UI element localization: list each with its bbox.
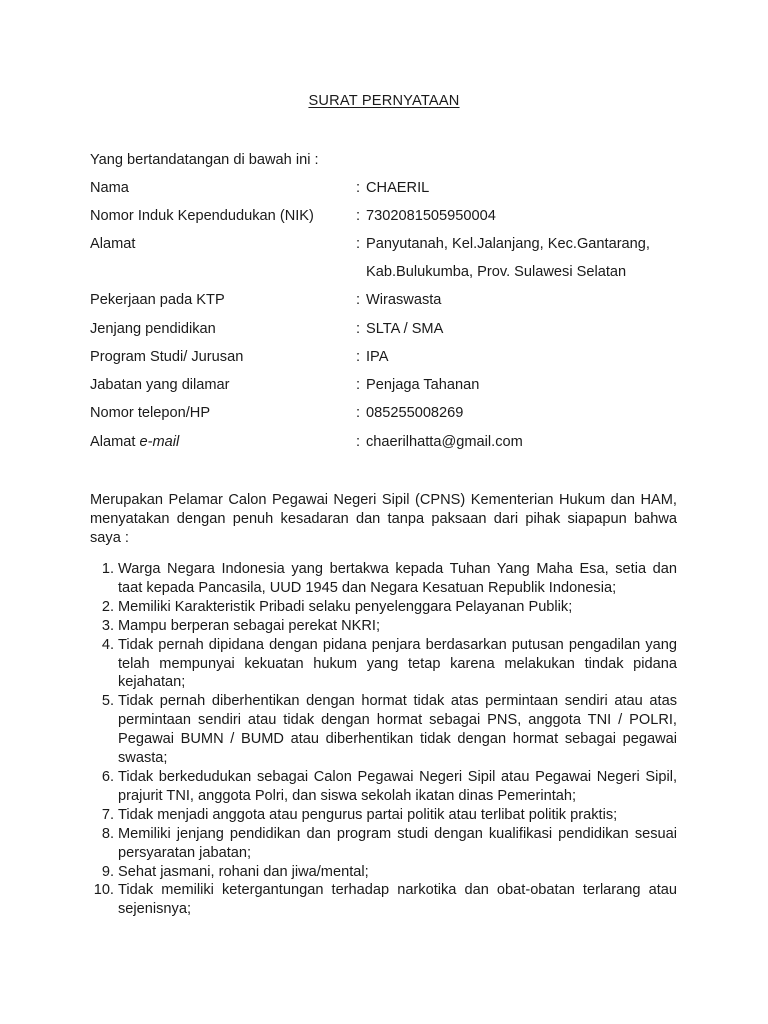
list-text: Tidak berkedudukan sebagai Calon Pegawai Negeri Sipil atau Pegawai Negeri Sipil, prajurit TNI, anggota Polri, dan siswa sekolah ikatan dinas Pemerintah; xyxy=(118,768,677,804)
field-row-jabatan xyxy=(90,377,690,399)
list-number: 9. xyxy=(101,863,114,880)
field-label: Nama xyxy=(90,180,129,196)
field-value-continuation: Kab.Bulukumba, Prov. Sulawesi Selatan xyxy=(366,264,627,280)
list-item xyxy=(90,598,677,617)
list-number: 2. xyxy=(101,598,114,615)
list-number: 10. xyxy=(93,882,114,899)
field-value: chaerilhatta@gmail.com xyxy=(366,434,523,450)
field-value: SLTA / SMA xyxy=(366,321,444,337)
list-text: Memiliki Karakteristik Pribadi selaku penyelenggara Pelayanan Publik; xyxy=(118,598,573,615)
list-item xyxy=(90,881,677,919)
field-colon: : xyxy=(356,405,361,421)
field-colon: : xyxy=(356,180,361,196)
field-row-pekerjaan xyxy=(90,292,690,314)
document-title: SURAT PERNYATAAN xyxy=(308,93,460,109)
list-text: Sehat jasmani, rohani dan jiwa/mental; xyxy=(118,863,369,880)
list-text: Tidak pernah diberhentikan dengan hormat tidak atas permintaan sendiri atau atas permintaan sendiri atau tidak dengan hormat sebagai PNS, anggota TNI / POLRI, Pegawai BUMN / BUMD atau diberhentikan tidak dengan hormat sebagai pegawai swasta; xyxy=(118,693,677,767)
list-item xyxy=(90,863,677,882)
field-label-prefix: Alamat xyxy=(90,434,140,450)
list-text: Tidak memiliki ketergantungan terhadap narkotika dan obat-obatan terlarang atau sejenisnya; xyxy=(118,882,677,918)
list-number: 3. xyxy=(101,617,114,634)
field-label-italic: e-mail xyxy=(139,434,180,450)
field-colon: : xyxy=(356,349,361,365)
list-text: Mampu berperan sebagai perekat NKRI; xyxy=(118,617,381,634)
list-number: 1. xyxy=(101,561,114,577)
list-item xyxy=(90,617,677,636)
field-row-nama xyxy=(90,180,690,202)
field-colon: : xyxy=(356,208,361,224)
field-colon: : xyxy=(356,236,361,252)
list-number: 5. xyxy=(101,693,114,710)
list-text: Warga Negara Indonesia yang bertakwa kepada Tuhan Yang Maha Esa, setia dan taat kepada Pancasila, UUD 1945 dan Negara Kesatuan Republik Indonesia; xyxy=(118,561,677,596)
list-number: 7. xyxy=(101,806,114,823)
field-label: Alamat xyxy=(90,236,136,252)
field-label: Nomor Induk Kependudukan (NIK) xyxy=(90,208,314,224)
list-item xyxy=(90,636,677,693)
list-number: 6. xyxy=(101,768,114,785)
field-label xyxy=(90,434,179,450)
list-item xyxy=(90,825,677,863)
field-row-alamat xyxy=(90,236,690,286)
statement-paragraph: Merupakan Pelamar Calon Pegawai Negeri Sipil (CPNS) Kementerian Hukum dan HAM, menyatakan dengan penuh kesadaran dan tanpa paksaan dari pihak siapapun bahwa saya : xyxy=(90,492,677,546)
list-item xyxy=(90,560,677,598)
field-value: 7302081505950004 xyxy=(366,208,496,224)
field-label: Jenjang pendidikan xyxy=(90,321,216,337)
list-item xyxy=(90,768,677,806)
field-colon: : xyxy=(356,321,361,337)
field-row-telepon xyxy=(90,405,690,427)
field-row-program-studi xyxy=(90,349,690,371)
list-text: Tidak pernah dipidana dengan pidana penjara berdasarkan putusan pengadilan yang telah mempunyai kekuatan hukum yang tetap karena melakukan tindak pidana kejahatan; xyxy=(118,636,677,691)
field-colon: : xyxy=(356,377,361,393)
field-value: CHAERIL xyxy=(366,180,430,196)
field-colon: : xyxy=(356,292,361,308)
list-text: Memiliki jenjang pendidikan dan program studi dengan kualifikasi pendidikan sesuai persyaratan jabatan; xyxy=(118,825,677,861)
field-value: Wiraswasta xyxy=(366,292,442,308)
list-item xyxy=(90,806,677,825)
list-text: Tidak menjadi anggota atau pengurus partai politik atau terlibat politik praktis; xyxy=(118,806,618,823)
statement-list xyxy=(90,560,677,919)
field-value: 085255008269 xyxy=(366,405,464,421)
field-value: IPA xyxy=(366,349,389,365)
field-label: Program Studi/ Jurusan xyxy=(90,349,244,365)
field-value: Panyutanah, Kel.Jalanjang, Kec.Gantarang, xyxy=(366,236,650,252)
field-colon: : xyxy=(356,434,361,450)
list-number: 8. xyxy=(101,825,114,842)
intro-text: Yang bertandatangan di bawah ini : xyxy=(90,152,319,168)
list-number: 4. xyxy=(101,636,114,653)
field-label: Jabatan yang dilamar xyxy=(90,377,230,393)
field-row-email xyxy=(90,434,690,456)
field-row-nik xyxy=(90,208,690,230)
field-label: Nomor telepon/HP xyxy=(90,405,211,421)
field-row-jenjang xyxy=(90,321,690,343)
field-value: Penjaga Tahanan xyxy=(366,377,480,393)
field-label: Pekerjaan pada KTP xyxy=(90,292,225,308)
list-item xyxy=(90,692,677,768)
